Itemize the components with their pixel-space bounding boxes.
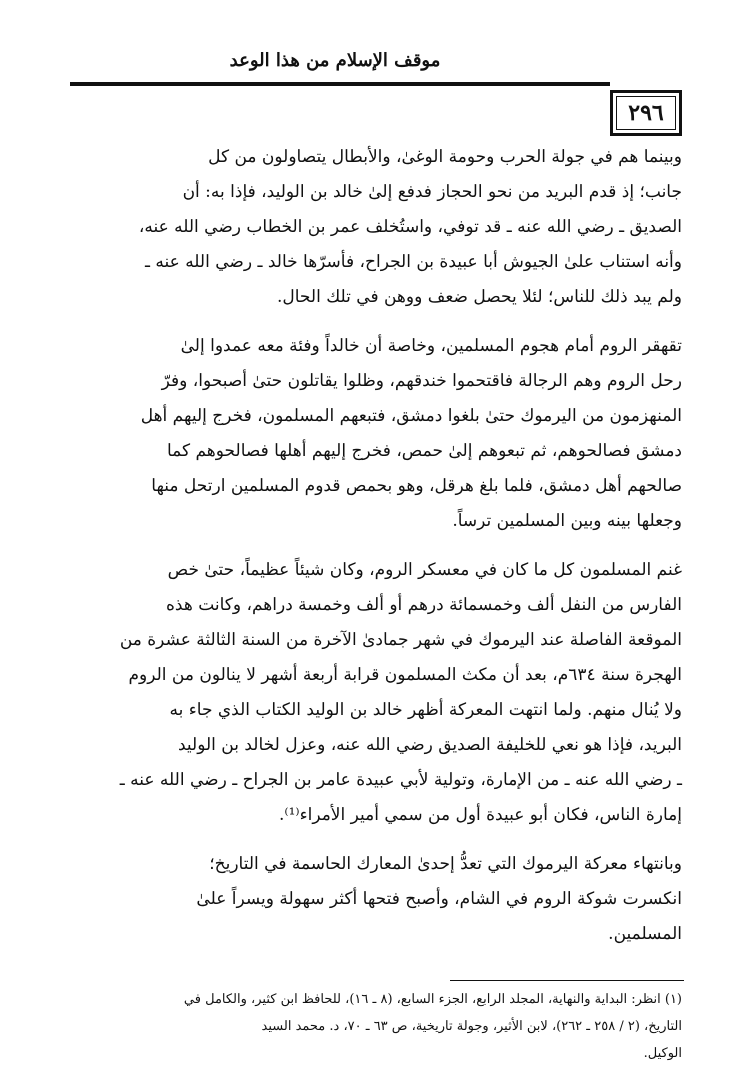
text-line: الصديق ـ رضي الله عنه ـ قد توفي، واستُخلف عمر بن الخطاب رضي الله عنه، — [138, 217, 682, 237]
text-line: رحل الروم وهم الرجالة فاقتحموا خندقهم، وظلوا يقاتلون حتىٰ أصبحوا، وفرّ — [161, 371, 682, 391]
text-line: جانب؛ إذ قدم البريد من نحو الحجاز فدفع إلىٰ خالد بن الوليد، فإذا به: أن — [182, 182, 682, 202]
text-line: وجعلها بينه وبين المسلمين ترساً. — [452, 511, 682, 531]
paragraph-4 — [74, 847, 682, 952]
text-line: انكسرت شوكة الروم في الشام، وأصبح فتحها أكثر سهولة ويسراً علىٰ — [196, 889, 682, 909]
text-line: وبينما هم في جولة الحرب وحومة الوغىٰ، والأبطال يتصاولون من كل — [208, 147, 682, 167]
main-text — [74, 140, 682, 966]
text-line: إمارة الناس، فكان أبو عبيدة أول من سمي أمير الأمراء⁽¹⁾. — [279, 805, 682, 825]
footnote-line: الوكيل. — [643, 1046, 682, 1061]
text-line: ـ رضي الله عنه ـ من الإمارة، وتولية لأبي عبيدة عامر بن الجراح ـ رضي الله عنه ـ — [119, 770, 682, 790]
page-number: ٢٩٦ — [610, 90, 682, 136]
footnote-line: (١) انظر: البداية والنهاية، المجلد الرابع، الجزء السابع، (٨ ـ ١٦)، للحافظ ابن كثير، والكامل في — [183, 992, 682, 1007]
running-title: موقف الإسلام من هذا الوعد — [229, 50, 441, 71]
text-line: ولم يبد ذلك للناس؛ لئلا يحصل ضعف ووهن في تلك الحال. — [276, 287, 682, 307]
text-line: وبانتهاء معركة اليرموك التي تعدُّ إحدىٰ المعارك الحاسمة في التاريخ؛ — [209, 854, 682, 874]
text-line: وأنه استناب علىٰ الجيوش أبا عبيدة بن الجراح، فأسرّها خالد ـ رضي الله عنه ـ — [145, 252, 682, 272]
text-line: الهجرة سنة ٦٣٤م، بعد أن مكث المسلمون قرابة أربعة أشهر لا ينالون من الروم — [128, 665, 682, 685]
footnotes — [74, 986, 682, 1067]
text-line: المسلمين. — [608, 924, 682, 944]
text-line: الموقعة الفاصلة عند اليرموك في شهر جمادىٰ الآخرة من السنة الثالثة عشرة من — [119, 630, 682, 650]
footnote-line: التاريخ، (٢ / ٢٥٨ ـ ٢٦٢)، لابن الأثير، وجولة تاريخية، ص ٦٣ ـ ٧٠، د. محمد السيد — [261, 1019, 682, 1034]
text-line: صالحهم أهل دمشق، فلما بلغ هرقل، وهو بحمص قدوم المسلمين ارتحل منها — [151, 476, 682, 496]
paragraph-3 — [74, 553, 682, 833]
text-line: البريد، فإذا هو نعي للخليفة الصديق رضي الله عنه، وعزل لخالد بن الوليد — [177, 735, 682, 755]
footnote-separator — [450, 980, 684, 981]
paragraph-1 — [74, 140, 682, 315]
text-line: دمشق فصالحوهم، ثم تبعوهم إلىٰ حمص، فخرج إليهم أهلها فصالحوهم كما — [166, 441, 682, 461]
page-header — [70, 40, 670, 126]
text-line: الفارس من النفل ألف وخمسمائة درهم أو ألف وخمسة دراهم، وكانت هذه — [166, 595, 682, 615]
text-line: المنهزمون من اليرموك حتىٰ بلغوا دمشق، فتبعهم المسلمون، فخرج إليهم أهل — [140, 406, 682, 426]
paragraph-2 — [74, 329, 682, 539]
text-line: ولا يُنال منهم. ولما انتهت المعركة أظهر خالد بن الوليد الكتاب الذي جاء به — [169, 700, 682, 720]
text-line: غنم المسلمون كل ما كان في معسكر الروم، وكان شيئاً عظيماً، حتىٰ خص — [167, 560, 682, 580]
header-rule — [70, 82, 610, 86]
text-line: تقهقر الروم أمام هجوم المسلمين، وخاصة أن خالداً وفئة معه عمدوا إلىٰ — [180, 336, 682, 356]
